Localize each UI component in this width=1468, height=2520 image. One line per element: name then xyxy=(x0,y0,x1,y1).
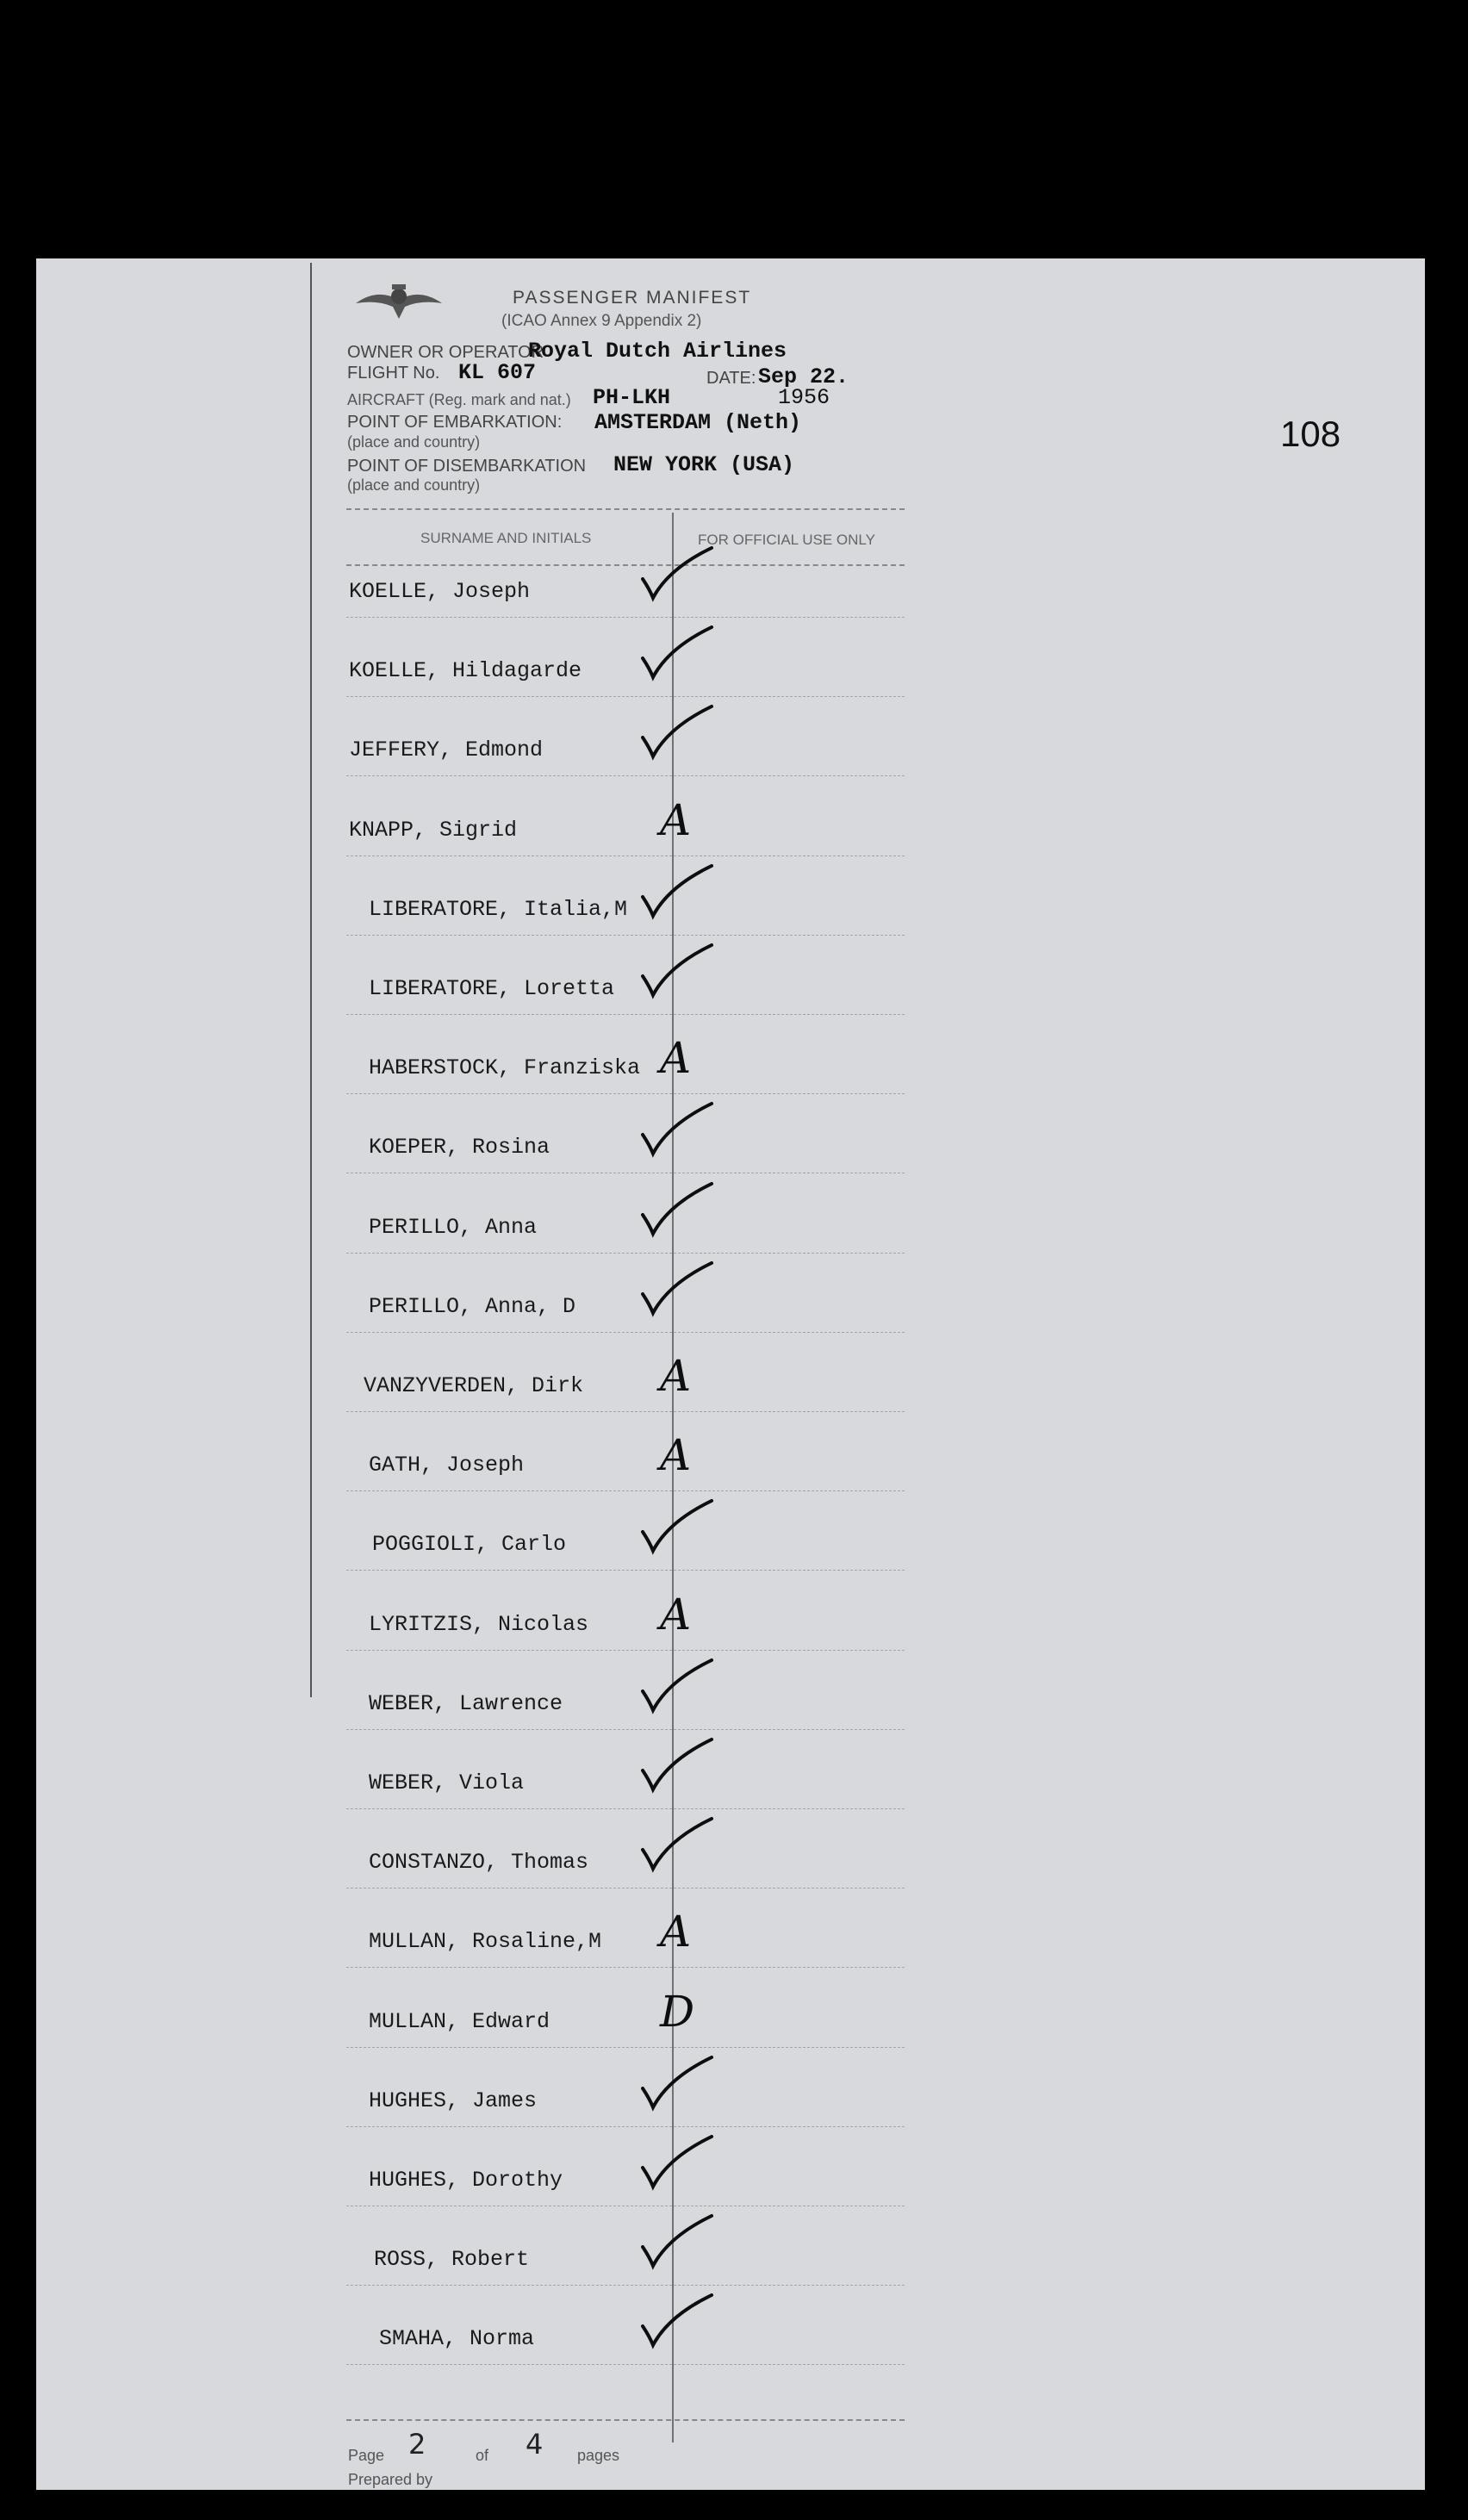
passenger-name: HUGHES, James xyxy=(369,2088,538,2113)
passenger-name: JEFFERY, Edmond xyxy=(349,737,544,763)
check-mark-icon xyxy=(634,862,729,923)
footer-rule xyxy=(346,2419,905,2421)
owner-label: OWNER OR OPERATOR xyxy=(347,343,544,362)
check-mark-icon xyxy=(634,1736,729,1796)
passenger-name: KOELLE, Hildagarde xyxy=(349,658,582,684)
check-mark-icon xyxy=(634,1100,729,1160)
row-separator xyxy=(346,2126,905,2127)
check-mark-icon xyxy=(634,624,729,684)
check-mark-icon xyxy=(634,2133,729,2193)
mark-letter: A xyxy=(660,794,692,845)
year-value: 1956 xyxy=(778,385,830,410)
embarkation-note: (place and country) xyxy=(347,433,481,451)
row-separator xyxy=(346,1093,905,1094)
of-label: of xyxy=(476,2447,489,2464)
passenger-name: WEBER, Lawrence xyxy=(369,1690,563,1716)
prepared-label: Prepared by xyxy=(348,2471,433,2488)
row-separator xyxy=(346,1967,905,1968)
passenger-name: LYRITZIS, Nicolas xyxy=(369,1611,589,1637)
row-separator xyxy=(346,1014,905,1015)
status-mark xyxy=(634,1895,729,1955)
aircraft-label: AIRCRAFT (Reg. mark and nat.) xyxy=(347,391,571,408)
embarkation-label: POINT OF EMBARKATION: xyxy=(347,413,563,432)
check-mark-icon xyxy=(634,942,729,1002)
passenger-name: KNAPP, Sigrid xyxy=(349,817,518,843)
flight-value: KL 607 xyxy=(458,360,537,385)
check-mark-icon xyxy=(634,1180,729,1241)
check-mark-icon xyxy=(634,2212,729,2273)
left-margin-rule xyxy=(310,263,312,1697)
check-mark-icon xyxy=(634,2054,729,2114)
page-label: Page xyxy=(348,2447,385,2464)
status-mark xyxy=(634,1339,729,1399)
passenger-name: GATH, Joseph xyxy=(369,1453,525,1478)
header-rule xyxy=(346,508,905,510)
passenger-name: LIBERATORE, Italia,M xyxy=(369,896,628,922)
row-separator xyxy=(346,775,905,776)
row-separator xyxy=(346,1570,905,1571)
status-mark xyxy=(634,783,729,843)
mark-letter: D xyxy=(660,1986,695,2037)
check-mark-icon xyxy=(634,1260,729,1320)
official-column-header: FOR OFFICIAL USE ONLY xyxy=(698,532,875,548)
row-separator xyxy=(346,1729,905,1730)
passenger-name: PERILLO, Anna xyxy=(369,1214,538,1240)
row-separator xyxy=(346,1490,905,1491)
embarkation-value: AMSTERDAM (Neth) xyxy=(594,410,802,435)
page-total: 4 xyxy=(526,2428,544,2461)
row-separator xyxy=(346,1332,905,1333)
passenger-name: MULLAN, Edward xyxy=(369,2008,550,2034)
column-header-rule xyxy=(346,564,905,566)
aircraft-value: PH-LKH xyxy=(593,385,671,410)
check-mark-icon xyxy=(634,1497,729,1558)
airline-logo-icon xyxy=(351,277,446,329)
manifest-title: PASSENGER MANIFEST xyxy=(513,288,752,308)
mark-letter: A xyxy=(660,1351,692,1401)
row-separator xyxy=(346,1253,905,1254)
page-current: 2 xyxy=(408,2428,426,2461)
status-mark xyxy=(634,1418,729,1481)
row-separator xyxy=(346,1650,905,1651)
status-mark xyxy=(634,1021,729,1084)
check-mark-icon xyxy=(634,2292,729,2352)
manifest-subtitle: (ICAO Annex 9 Appendix 2) xyxy=(501,312,702,330)
row-separator xyxy=(346,1411,905,1412)
passenger-name: POGGIOLI, Carlo xyxy=(372,1532,567,1558)
status-mark xyxy=(634,1975,729,2035)
row-separator xyxy=(346,617,905,618)
row-separator xyxy=(346,1808,905,1809)
disembarkation-value: NEW YORK (USA) xyxy=(613,452,795,477)
passenger-name: ROSS, Robert xyxy=(374,2247,530,2273)
owner-value: Royal Dutch Airlines xyxy=(528,339,787,364)
passenger-name: PERILLO, Anna, D xyxy=(369,1293,576,1319)
page-number: 108 xyxy=(1280,414,1341,454)
row-separator xyxy=(346,696,905,697)
row-separator xyxy=(346,935,905,936)
passenger-name: WEBER, Viola xyxy=(369,1770,525,1795)
disembarkation-label: POINT OF DISEMBARKATION xyxy=(347,457,587,476)
disembarkation-note: (place and country) xyxy=(347,476,481,494)
surname-column-header: SURNAME AND INITIALS xyxy=(420,530,592,546)
row-separator xyxy=(346,2047,905,2048)
passenger-name: SMAHA, Norma xyxy=(379,2326,535,2352)
check-mark-icon xyxy=(634,544,729,605)
passenger-name: HUGHES, Dorothy xyxy=(369,2168,563,2193)
pages-label: pages xyxy=(577,2447,620,2464)
passenger-name: MULLAN, Rosaline,M xyxy=(369,1929,602,1955)
mark-letter: A xyxy=(660,1430,692,1481)
manifest-sheet xyxy=(36,258,1425,2490)
row-separator xyxy=(346,2364,905,2365)
check-mark-icon xyxy=(634,703,729,763)
passenger-name: CONSTANZO, Thomas xyxy=(369,1850,589,1876)
date-value: Sep 22. xyxy=(758,364,849,389)
passenger-name: HABERSTOCK, Franziska xyxy=(369,1055,641,1081)
mark-letter: A xyxy=(660,1033,692,1084)
passenger-name: VANZYVERDEN, Dirk xyxy=(364,1373,584,1398)
passenger-name: KOEPER, Rosina xyxy=(369,1135,550,1160)
passenger-name: KOELLE, Joseph xyxy=(349,579,531,604)
status-mark xyxy=(634,1577,729,1638)
row-separator xyxy=(346,2285,905,2286)
flight-label: FLIGHT No. xyxy=(347,364,440,383)
check-mark-icon xyxy=(634,1657,729,1717)
check-mark-icon xyxy=(634,1815,729,1876)
mark-letter: A xyxy=(660,1589,692,1640)
date-label: DATE: xyxy=(706,369,756,388)
passenger-name: LIBERATORE, Loretta xyxy=(369,976,615,1001)
mark-letter: A xyxy=(660,1907,692,1957)
